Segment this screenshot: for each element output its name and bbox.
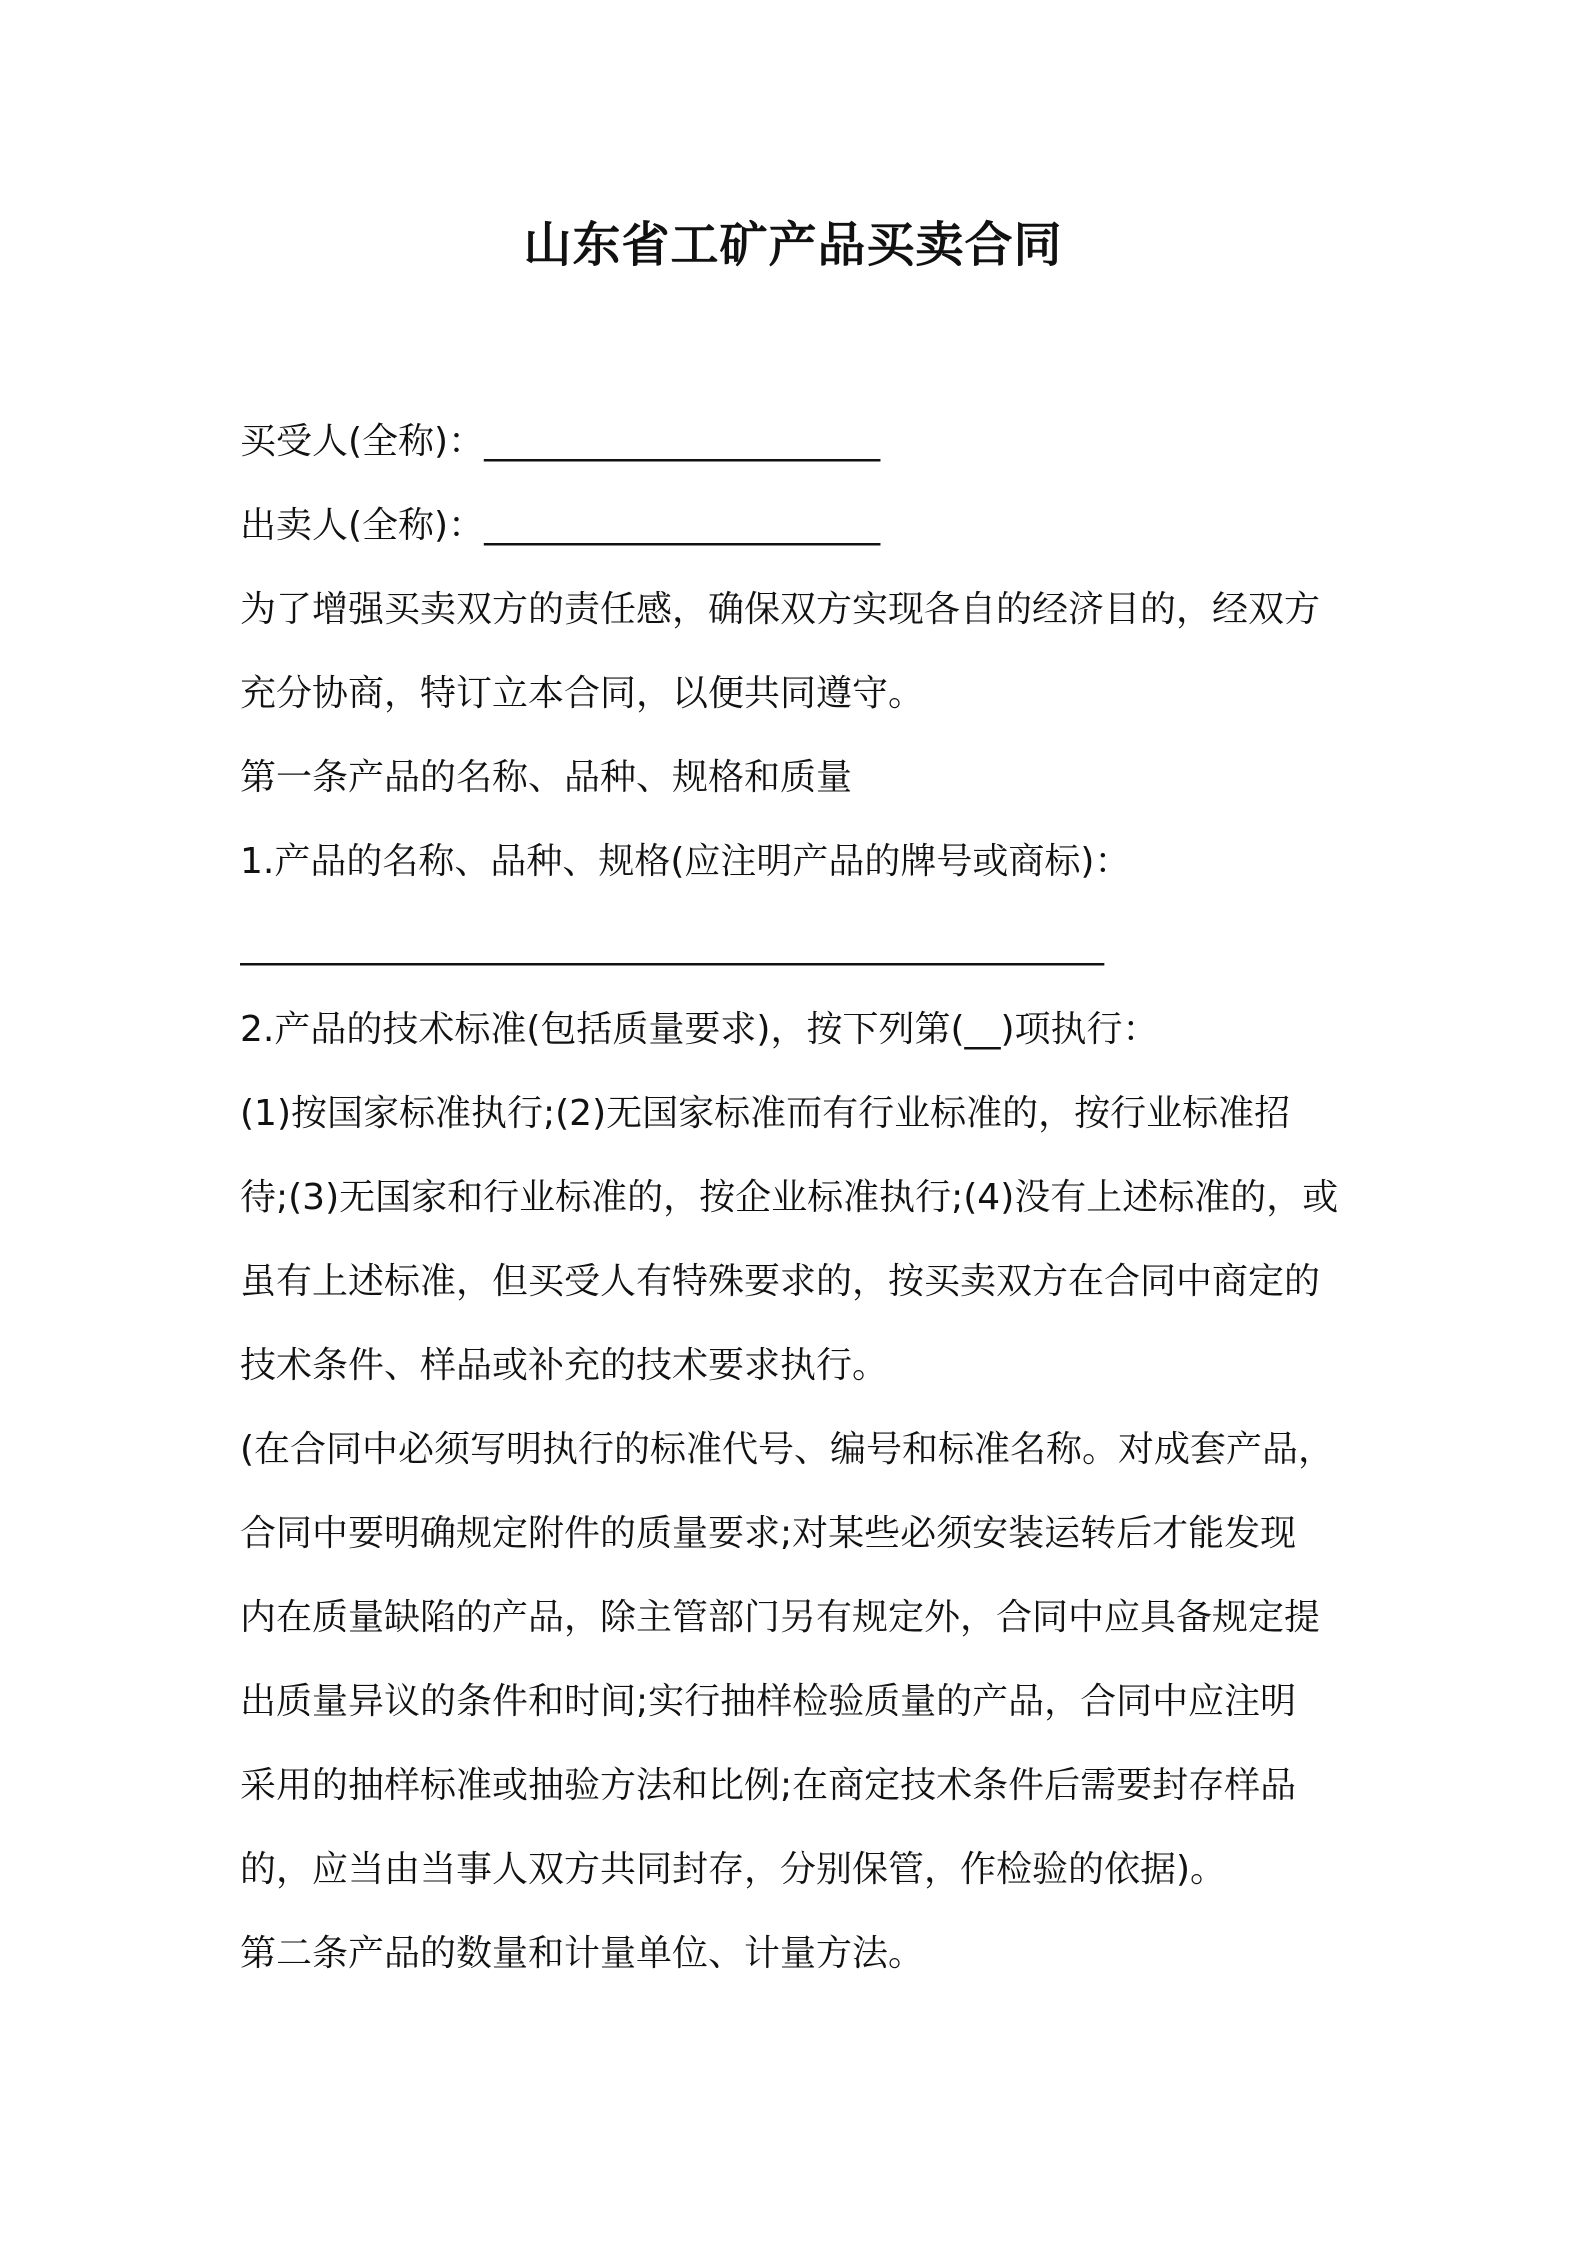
standards-line-3: 虽有上述标准，但买受人有特殊要求的，按买卖双方在合同中商定的	[240, 1261, 1321, 1302]
standards-line-2: 待;(3)无国家和行业标准的，按企业标准执行;(4)没有上述标准的，或	[240, 1177, 1339, 1218]
note-line-4: 出质量异议的条件和时间;实行抽样检验质量的产品，合同中应注明	[240, 1681, 1297, 1722]
product-name-spec-line: 1.产品的名称、品种、规格(应注明产品的牌号或商标)：	[240, 841, 1131, 882]
standards-line-1: (1)按国家标准执行;(2)无国家标准而有行业标准的，按行业标准招	[240, 1093, 1291, 1134]
document-title: 山东省工矿产品买卖合同	[523, 217, 1063, 273]
article-1-heading: 第一条产品的名称、品种、规格和质量	[240, 757, 853, 798]
technical-standard-line: 2.产品的技术标准(包括质量要求)，按下列第(__)项执行：	[240, 1009, 1159, 1050]
preamble-line-1: 为了增强买卖双方的责任感，确保双方实现各自的经济目的，经双方	[240, 589, 1321, 630]
standards-line-4: 技术条件、样品或补充的技术要求执行。	[240, 1345, 889, 1386]
buyer-name-line: 买受人(全称)：______________________	[240, 421, 881, 462]
product-name-blank: ________________________________________________	[240, 925, 1104, 966]
article-2-heading: 第二条产品的数量和计量单位、计量方法。	[240, 1933, 925, 1974]
preamble-line-2: 充分协商，特订立本合同，以便共同遵守。	[240, 673, 925, 714]
contract-body	[240, 400, 1360, 1996]
note-line-1: (在合同中必须写明执行的标准代号、编号和标准名称。对成套产品，	[240, 1429, 1335, 1470]
note-line-3: 内在质量缺陷的产品，除主管部门另有规定外，合同中应具备规定提	[240, 1597, 1321, 1638]
seller-name-line: 出卖人(全称)：______________________	[240, 505, 881, 546]
note-line-6: 的，应当由当事人双方共同封存，分别保管，作检验的依据)。	[240, 1849, 1227, 1890]
note-line-5: 采用的抽样标准或抽验方法和比例;在商定技术条件后需要封存样品	[240, 1765, 1297, 1806]
note-line-2: 合同中要明确规定附件的质量要求;对某些必须安装运转后才能发现	[240, 1513, 1297, 1554]
